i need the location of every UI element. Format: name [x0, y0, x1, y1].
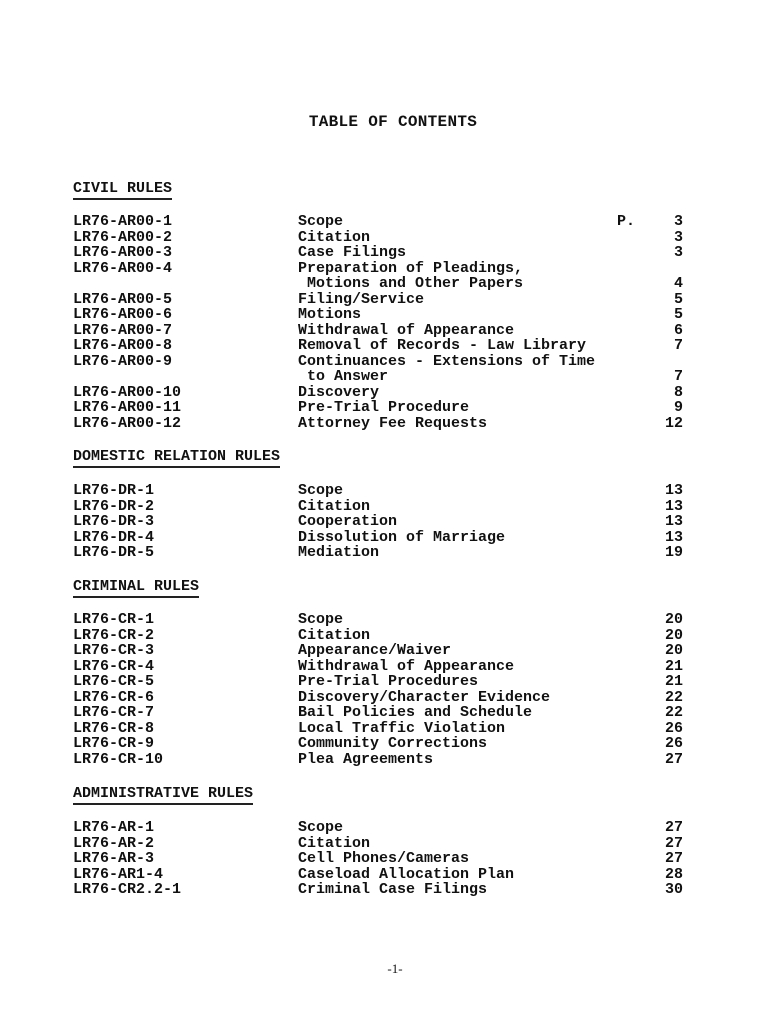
rule-title: Preparation of Pleadings,	[298, 259, 524, 277]
page-ref: 27	[664, 834, 683, 852]
rule-title: Attorney Fee Requests	[298, 414, 488, 432]
toc-entry	[73, 851, 683, 867]
rule-code: LR76-AR00-9	[73, 352, 173, 370]
toc-section-entries	[73, 612, 683, 767]
page-ref: 20	[664, 626, 683, 644]
rule-title: Withdrawal of Appearance	[298, 321, 515, 339]
rule-title: Pre-Trial Procedures	[298, 673, 479, 690]
section-heading: DOMESTIC RELATION RULES	[73, 449, 280, 468]
rule-code: LR76-DR-3	[73, 513, 155, 530]
page-ref: 27	[664, 750, 683, 768]
page-ref: 27	[664, 850, 683, 867]
page-number: -1-	[387, 961, 403, 976]
page-ref: 22	[664, 688, 683, 706]
page-prefix: P.	[617, 213, 636, 230]
rule-code: LR76-AR00-11	[73, 399, 182, 416]
rule-title: Cell Phones/Cameras	[298, 850, 470, 867]
page-ref: 13	[664, 513, 683, 530]
rule-code: LR76-DR-4	[73, 528, 155, 546]
toc-entry	[73, 721, 683, 737]
toc-entry	[73, 643, 683, 659]
rule-code: LR76-CR-8	[73, 719, 155, 737]
toc-entry	[73, 530, 683, 546]
rule-code: LR76-AR00-12	[73, 414, 182, 432]
rule-title: Citation	[298, 228, 371, 246]
toc-entry	[73, 752, 683, 768]
toc-entry	[73, 369, 683, 385]
rule-code: LR76-CR-3	[73, 642, 155, 659]
toc-entry	[73, 612, 683, 628]
page-ref: 6	[673, 321, 683, 339]
rule-code: LR76-AR00-6	[73, 306, 173, 323]
rule-title: Case Filings	[298, 244, 407, 261]
rule-code: LR76-CR-10	[73, 750, 164, 768]
toc-entry	[73, 323, 683, 339]
rule-code: LR76-AR00-10	[73, 383, 182, 401]
rule-code: LR76-AR00-2	[73, 228, 173, 246]
rule-code: LR76-DR-5	[73, 544, 155, 561]
page-ref: 21	[664, 673, 683, 690]
page-ref: 9	[673, 399, 683, 416]
page-ref: 20	[664, 611, 683, 628]
page-ref: 3	[673, 213, 683, 230]
toc-entry	[73, 836, 683, 852]
rule-code: LR76-CR-7	[73, 704, 155, 721]
rule-code: LR76-CR-2	[73, 626, 155, 644]
page-ref: 4	[673, 275, 683, 292]
rule-code: LR76-CR-6	[73, 688, 155, 706]
rule-code: LR76-AR00-3	[73, 244, 173, 261]
rule-code: LR76-CR-9	[73, 735, 155, 752]
rule-title: Dissolution of Marriage	[298, 528, 506, 546]
toc-entry	[73, 628, 683, 644]
rule-code: LR76-AR-1	[73, 819, 155, 836]
rule-title: Filing/Service	[298, 290, 425, 308]
rule-code: LR76-AR00-1	[73, 213, 173, 230]
page-ref: 20	[664, 642, 683, 659]
rule-title: Citation	[298, 834, 371, 852]
page-ref: 3	[673, 228, 683, 246]
rule-code: LR76-AR1-4	[73, 865, 164, 883]
rule-title: Continuances - Extensions of Time	[298, 352, 596, 370]
page-ref: 21	[664, 657, 683, 675]
rule-title: Pre-Trial Procedure	[298, 399, 470, 416]
page-ref: 13	[664, 528, 683, 546]
toc-entry	[73, 483, 683, 499]
toc-entry	[73, 338, 683, 354]
page-ref: 27	[664, 819, 683, 836]
rule-title: Criminal Case Filings	[298, 881, 488, 898]
rule-title: Removal of Records - Law Library	[298, 337, 587, 354]
toc-entry	[73, 400, 683, 416]
page-ref: 5	[673, 290, 683, 308]
toc-entry	[73, 867, 683, 883]
section-heading: CIVIL RULES	[73, 181, 172, 200]
toc-entry	[73, 820, 683, 836]
page-ref: 26	[664, 719, 683, 737]
rule-title: Withdrawal of Appearance	[298, 657, 515, 675]
toc-entry	[73, 245, 683, 261]
page-ref: 5	[673, 306, 683, 323]
toc-entry	[73, 230, 683, 246]
rule-title: Discovery/Character Evidence	[298, 688, 551, 706]
toc-entry	[73, 674, 683, 690]
toc-section-entries	[73, 483, 683, 561]
toc-entry	[73, 882, 683, 898]
toc-entry	[73, 514, 683, 530]
page-ref: 22	[664, 704, 683, 721]
rule-code: LR76-AR00-8	[73, 337, 173, 354]
rule-code: LR76-CR-1	[73, 611, 155, 628]
rule-code: LR76-AR-2	[73, 834, 155, 852]
rule-title: Bail Policies and Schedule	[298, 704, 533, 721]
rule-title: Scope	[298, 213, 344, 230]
rule-code: LR76-DR-1	[73, 482, 155, 499]
page-ref: 13	[664, 482, 683, 499]
section-heading: ADMINISTRATIVE RULES	[73, 786, 253, 805]
rule-title: Citation	[298, 497, 371, 515]
rule-title: Motions and Other Papers	[298, 275, 524, 292]
rule-title: Plea Agreements	[298, 750, 434, 768]
rule-code: LR76-CR-4	[73, 657, 155, 675]
rule-code: LR76-AR00-7	[73, 321, 173, 339]
toc-section-entries	[73, 214, 683, 431]
rule-code: LR76-CR-5	[73, 673, 155, 690]
page-ref: 28	[664, 865, 683, 883]
page-ref: 13	[664, 497, 683, 515]
rule-title: Cooperation	[298, 513, 398, 530]
toc-entry	[73, 307, 683, 323]
rule-title: Community Corrections	[298, 735, 488, 752]
rule-title: Appearance/Waiver	[298, 642, 452, 659]
rule-code: LR76-CR2.2-1	[73, 881, 182, 898]
toc-entry	[73, 659, 683, 675]
rule-title: Motions	[298, 306, 362, 323]
rule-title: Scope	[298, 819, 344, 836]
rule-code: LR76-AR00-4	[73, 259, 173, 277]
page-ref: 7	[673, 368, 683, 385]
toc-entry	[73, 261, 683, 277]
toc-entry	[73, 416, 683, 432]
page-ref: 26	[664, 735, 683, 752]
page-ref: 8	[673, 383, 683, 401]
rule-code: LR76-DR-2	[73, 497, 155, 515]
rule-title: Citation	[298, 626, 371, 644]
rule-title: Discovery	[298, 383, 380, 401]
rule-title: Mediation	[298, 544, 380, 561]
rule-code: LR76-AR00-5	[73, 290, 173, 308]
page-title: TABLE OF CONTENTS	[308, 113, 478, 131]
section-heading: CRIMINAL RULES	[73, 579, 199, 598]
page-ref: 12	[664, 414, 683, 432]
rule-title: Scope	[298, 482, 344, 499]
toc-section-entries	[73, 820, 683, 898]
toc-entry	[73, 214, 683, 230]
rule-title: Scope	[298, 611, 344, 628]
toc-entry	[73, 690, 683, 706]
rule-title: Local Traffic Violation	[298, 719, 506, 737]
toc-entry	[73, 354, 683, 370]
rule-title: Caseload Allocation Plan	[298, 865, 515, 883]
toc-entry	[73, 736, 683, 752]
toc-entry	[73, 499, 683, 515]
toc-entry	[73, 385, 683, 401]
toc-entry	[73, 276, 683, 292]
toc-entry	[73, 705, 683, 721]
rule-code: LR76-AR-3	[73, 850, 155, 867]
page-ref: 7	[673, 337, 683, 354]
page-ref: 19	[664, 544, 683, 561]
toc-entry	[73, 545, 683, 561]
toc-entry	[73, 292, 683, 308]
rule-title: to Answer	[298, 368, 389, 385]
page-ref: 3	[673, 244, 683, 261]
page-ref: 30	[664, 881, 683, 898]
